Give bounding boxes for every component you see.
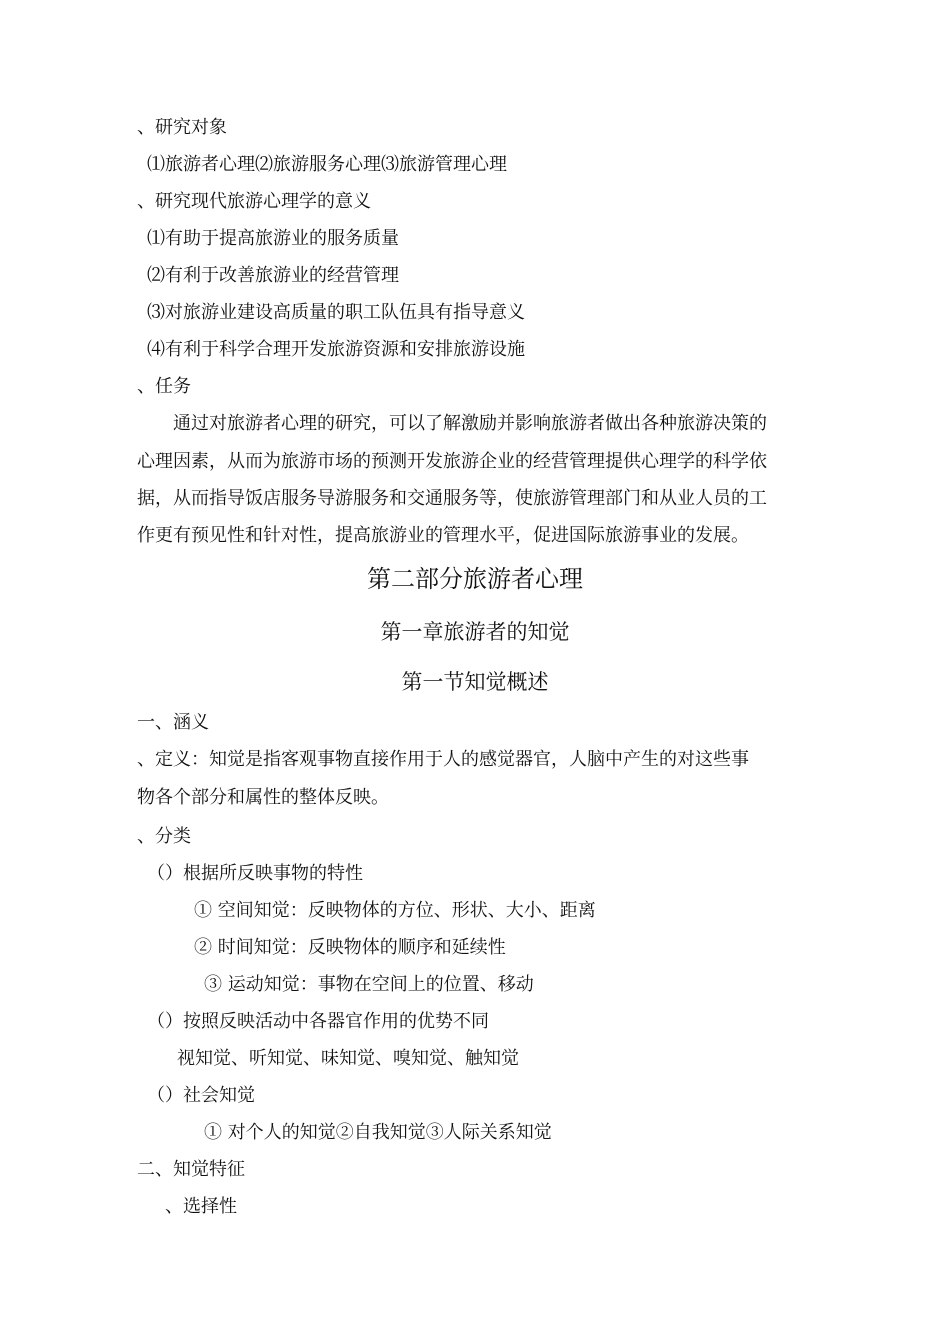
selectivity-heading: 、选择性 xyxy=(165,1196,237,1217)
part-title: 第二部分旅游者心理 xyxy=(367,565,583,593)
task-paragraph-line-1: 通过对旅游者心理的研究，可以了解激励并影响旅游者做出各种旅游决策的 xyxy=(173,413,767,434)
significance-item-3: ⑶对旅游业建设高质量的职工队伍具有指导意义 xyxy=(147,302,525,323)
class-2-items: 视知觉、听知觉、味知觉、嗅知觉、触知觉 xyxy=(177,1048,519,1069)
significance-item-1: ⑴有助于提高旅游业的服务质量 xyxy=(147,228,399,249)
meaning-heading: 一、涵义 xyxy=(137,712,209,733)
class-3-heading: （）社会知觉 xyxy=(147,1085,255,1106)
class-2-heading: （）按照反映活动中各器官作用的优势不同 xyxy=(147,1011,489,1032)
section-title: 第一节知觉概述 xyxy=(401,670,549,694)
significance-item-4: ⑷有利于科学合理开发旅游资源和安排旅游设施 xyxy=(147,339,525,360)
significance-heading: 、研究现代旅游心理学的意义 xyxy=(137,191,371,212)
task-heading: 、任务 xyxy=(137,376,191,397)
research-object-heading: 、研究对象 xyxy=(137,117,227,138)
task-paragraph-line-2: 心理因素，从而为旅游市场的预测开发旅游企业的经营管理提供心理学的科学依 xyxy=(137,451,767,472)
class-1-item-1: ① 空间知觉：反映物体的方位、形状、大小、距离 xyxy=(194,900,596,921)
chapter-title: 第一章旅游者的知觉 xyxy=(380,620,570,644)
definition-line-1: 、定义：知觉是指客观事物直接作用于人的感觉器官，人脑中产生的对这些事 xyxy=(137,749,749,770)
class-1-item-3: ③ 运动知觉：事物在空间上的位置、移动 xyxy=(204,974,534,995)
class-1-heading: （）根据所反映事物的特性 xyxy=(147,863,363,884)
class-1-item-2: ② 时间知觉：反映物体的顺序和延续性 xyxy=(194,937,506,958)
task-paragraph-line-3: 据，从而指导饭店服务导游服务和交通服务等，使旅游管理部门和从业人员的工 xyxy=(137,488,767,509)
significance-item-2: ⑵有利于改善旅游业的经营管理 xyxy=(147,265,399,286)
class-3-items: ① 对个人的知觉②自我知觉③人际关系知觉 xyxy=(204,1122,552,1143)
definition-line-2: 物各个部分和属性的整体反映。 xyxy=(137,787,389,808)
classification-heading: 、分类 xyxy=(137,826,191,847)
task-paragraph-line-4: 作更有预见性和针对性，提高旅游业的管理水平，促进国际旅游事业的发展。 xyxy=(137,525,749,546)
research-object-items: ⑴旅游者心理⑵旅游服务心理⑶旅游管理心理 xyxy=(147,154,507,175)
features-heading: 二、知觉特征 xyxy=(137,1159,245,1180)
